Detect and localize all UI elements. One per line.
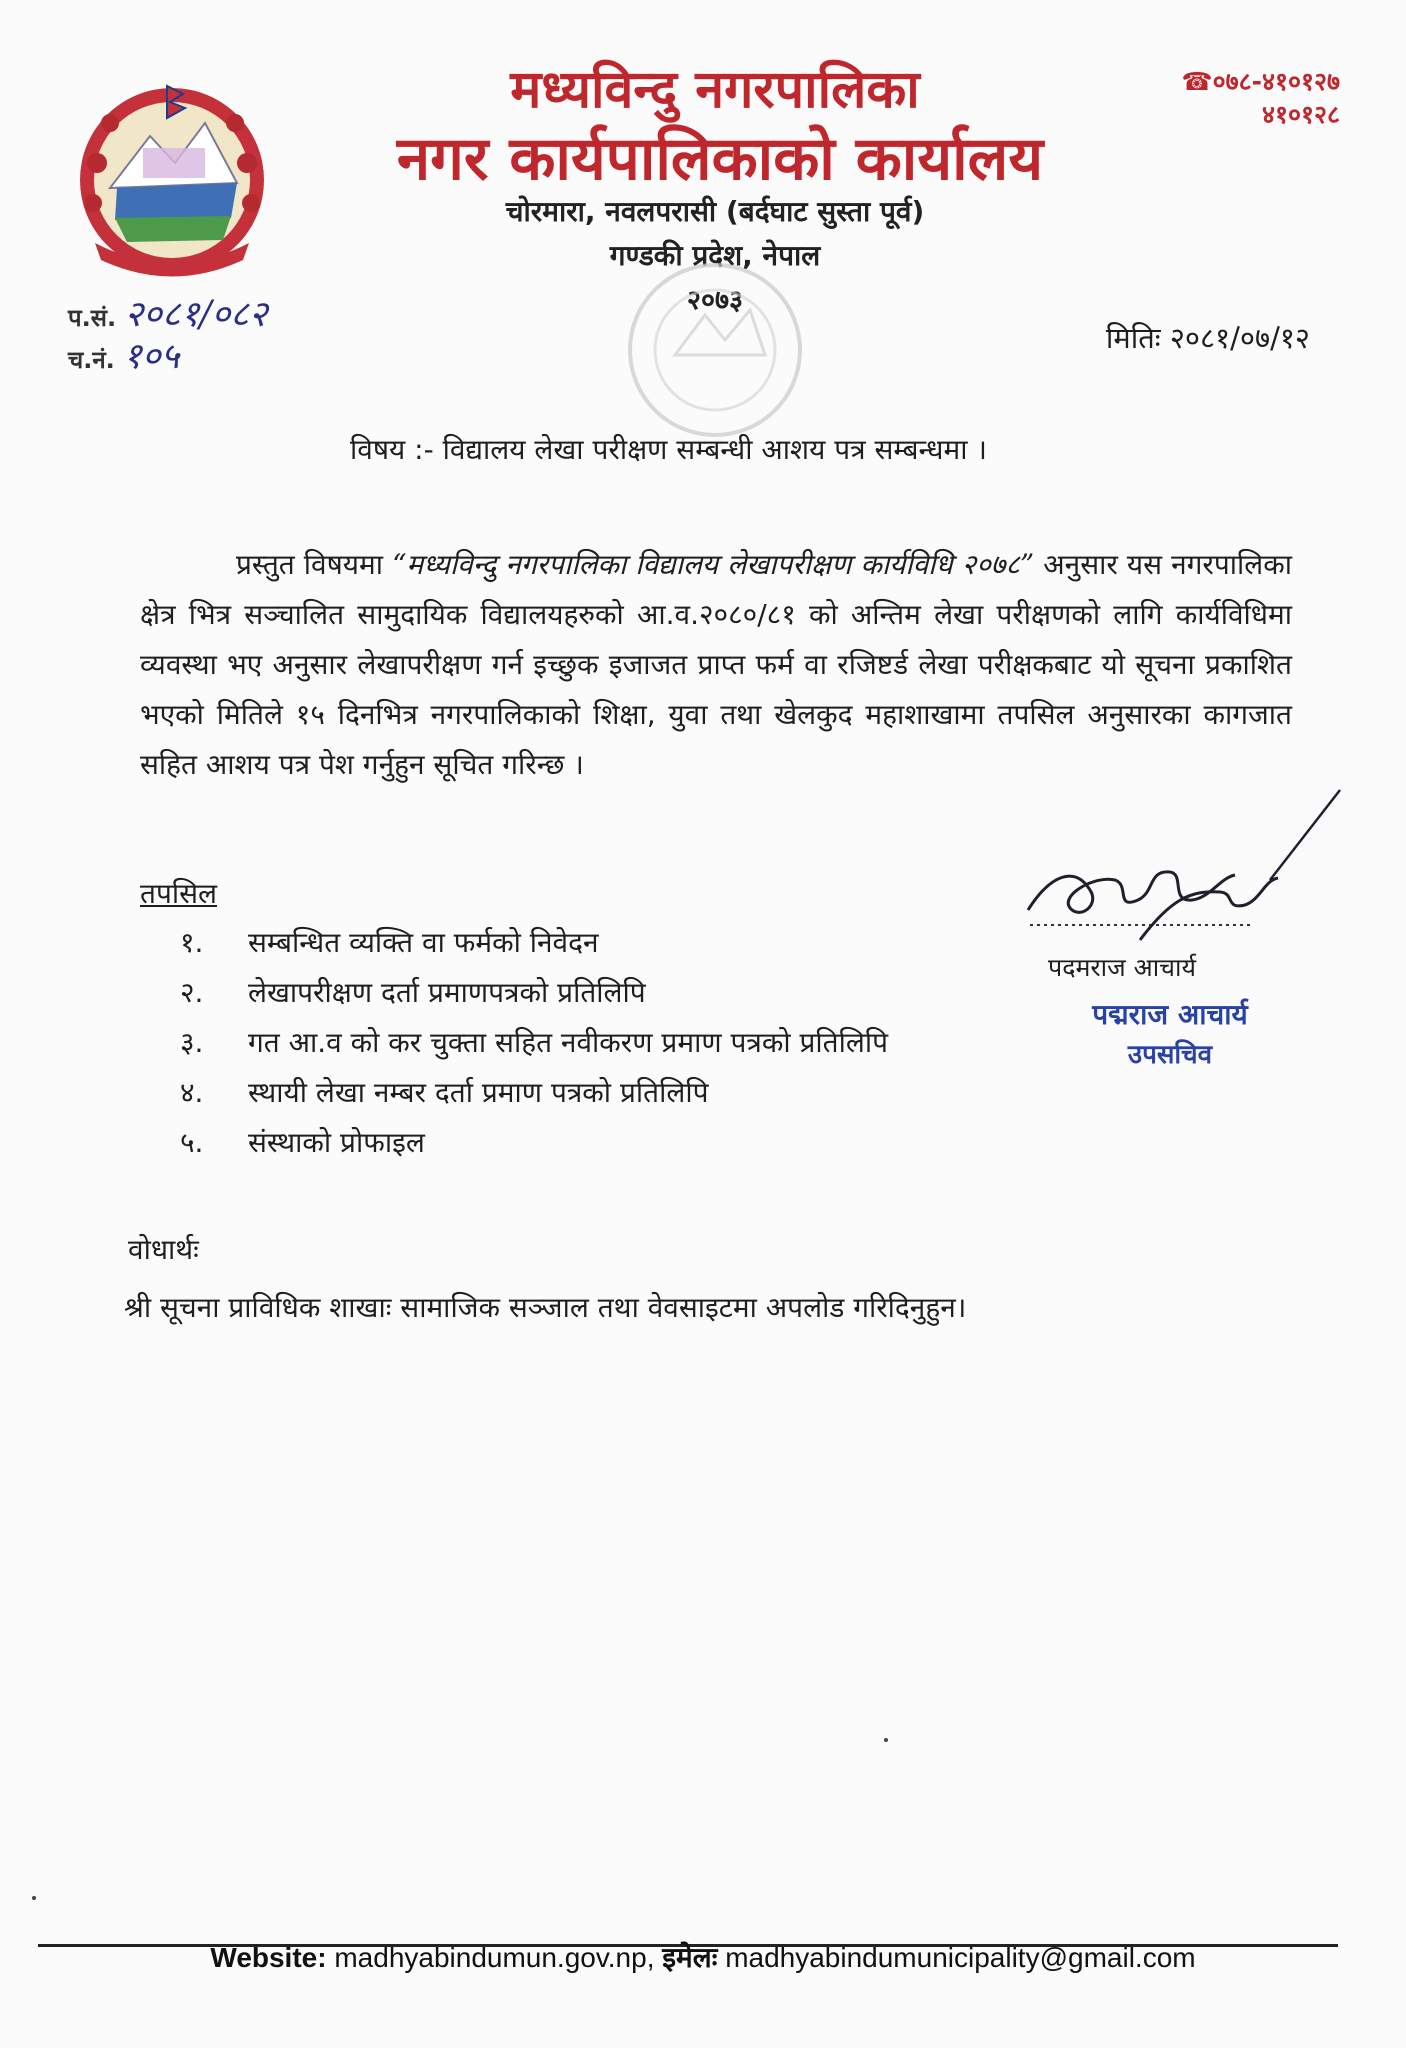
body-paragraph <box>140 540 1292 790</box>
list-item <box>180 1018 1040 1068</box>
letter-date: मितिः २०८१/०७/१२ <box>1105 321 1310 355</box>
designation-stamp <box>1050 995 1290 1075</box>
org-name: मध्यविन्दु नगरपालिका <box>510 60 920 120</box>
signature-icon <box>1020 780 1350 950</box>
list-item-number: ४. <box>180 1076 204 1109</box>
list-item-text: गत आ.व को कर चुक्ता सहित नवीकरण प्रमाण पत्रको प्रतिलिपि <box>248 1026 889 1059</box>
address-line-2: गण्डकी प्रदेश, नेपाल <box>609 239 821 272</box>
list-item <box>180 918 1040 968</box>
bodharth-line: श्री सूचना प्राविधिक शाखाः सामाजिक सञ्जाल तथा वेवसाइटमा अपलोड गरिदिनुहुन। <box>124 1291 967 1324</box>
chalani-value: १०५ <box>123 336 180 377</box>
stamp-name: पद्मराज आचार्य <box>1092 998 1248 1031</box>
faded-seal-icon <box>615 255 815 445</box>
list-item-number: ५. <box>180 1126 204 1159</box>
chalani-label: च.नं. <box>68 346 115 374</box>
list-item-number: ३. <box>180 1026 204 1059</box>
bodharth-heading: वोधार्थः <box>128 1233 199 1266</box>
email-label: इमेलः <box>662 1942 718 1973</box>
list-item <box>180 1068 1040 1118</box>
signatory-name: पदमराज आचार्य <box>1048 953 1197 982</box>
phone-1: ☎०७८-४१०१२७ <box>1181 67 1340 96</box>
list-item <box>180 968 1040 1018</box>
footer <box>0 1938 1406 1976</box>
list-item-text: लेखापरीक्षण दर्ता प्रमाणपत्रको प्रतिलिपि <box>248 976 646 1009</box>
list-item-text: स्थायी लेखा नम्बर दर्ता प्रमाण पत्रको प्रतिलिपि <box>248 1076 709 1109</box>
phone-numbers <box>1120 66 1340 131</box>
nepal-emblem-icon <box>55 68 290 283</box>
list-item-number: १. <box>180 926 204 959</box>
list-item <box>180 1118 1040 1168</box>
list-item-text: सम्बन्धित व्यक्ति वा फर्मको निवेदन <box>248 926 599 959</box>
phone-2: ४१०१२८ <box>1261 99 1340 129</box>
website-label: Website: <box>210 1942 327 1973</box>
chalani-number <box>68 330 179 379</box>
letter-subject: विषय :- विद्यालय लेखा परीक्षण सम्बन्धी आशय पत्र सम्बन्धमा । <box>350 433 987 466</box>
list-item-text: संस्थाको प्रोफाइल <box>248 1126 425 1159</box>
procedure-title: “मध्यविन्दु नगरपालिका विद्यालय लेखापरीक्षण कार्यविधि २०७८” <box>392 548 1035 581</box>
body-intro: प्रस्तुत विषयमा <box>236 548 384 581</box>
speck <box>32 1896 36 1900</box>
body-text: अनुसार यस नगरपालिका क्षेत्र भित्र सञ्चालित सामुदायिक विद्यालयहरुको आ.व.२०८०/८१ को अन्तिम लेखा परीक्षणको लागि कार्यविधिमा व्यवस्था भए अनुसार लेखापरीक्षण गर्न इच्छुक इजाजत प्राप्त फर्म वा रजिष्टर्ड लेखा परीक्षकबाट यो सूचना प्रकाशित भएको मितिले १५ दिनभित्र नगरपालिकाको शिक्षा, युवा तथा खेलकुद महाशाखामा तपसिल अनुसारका कागजात सहित आशय पत्र पेश गर्नुहुन सूचित गरिन्छ । <box>140 548 1292 781</box>
speck <box>884 1738 888 1742</box>
established-year: २०७३ <box>686 285 744 316</box>
tapsil-heading: तपसिल <box>140 877 218 910</box>
website-link[interactable]: madhyabindumun.gov.np, <box>334 1942 655 1973</box>
list-item-number: २. <box>180 976 204 1009</box>
patra-value: २०८१/०८२ <box>124 294 268 335</box>
address-line-1: चोरमारा, नवलपरासी (बर्दघाट सुस्ता पूर्व) <box>505 195 925 228</box>
tapsil-list <box>180 918 1040 1168</box>
stamp-designation: उपसचिव <box>1127 1040 1213 1070</box>
patra-label: प.सं. <box>68 304 117 332</box>
office-name: नगर कार्यपालिकाको कार्यालय <box>396 124 1044 194</box>
email-link[interactable]: madhyabindumunicipality@gmail.com <box>725 1942 1196 1973</box>
